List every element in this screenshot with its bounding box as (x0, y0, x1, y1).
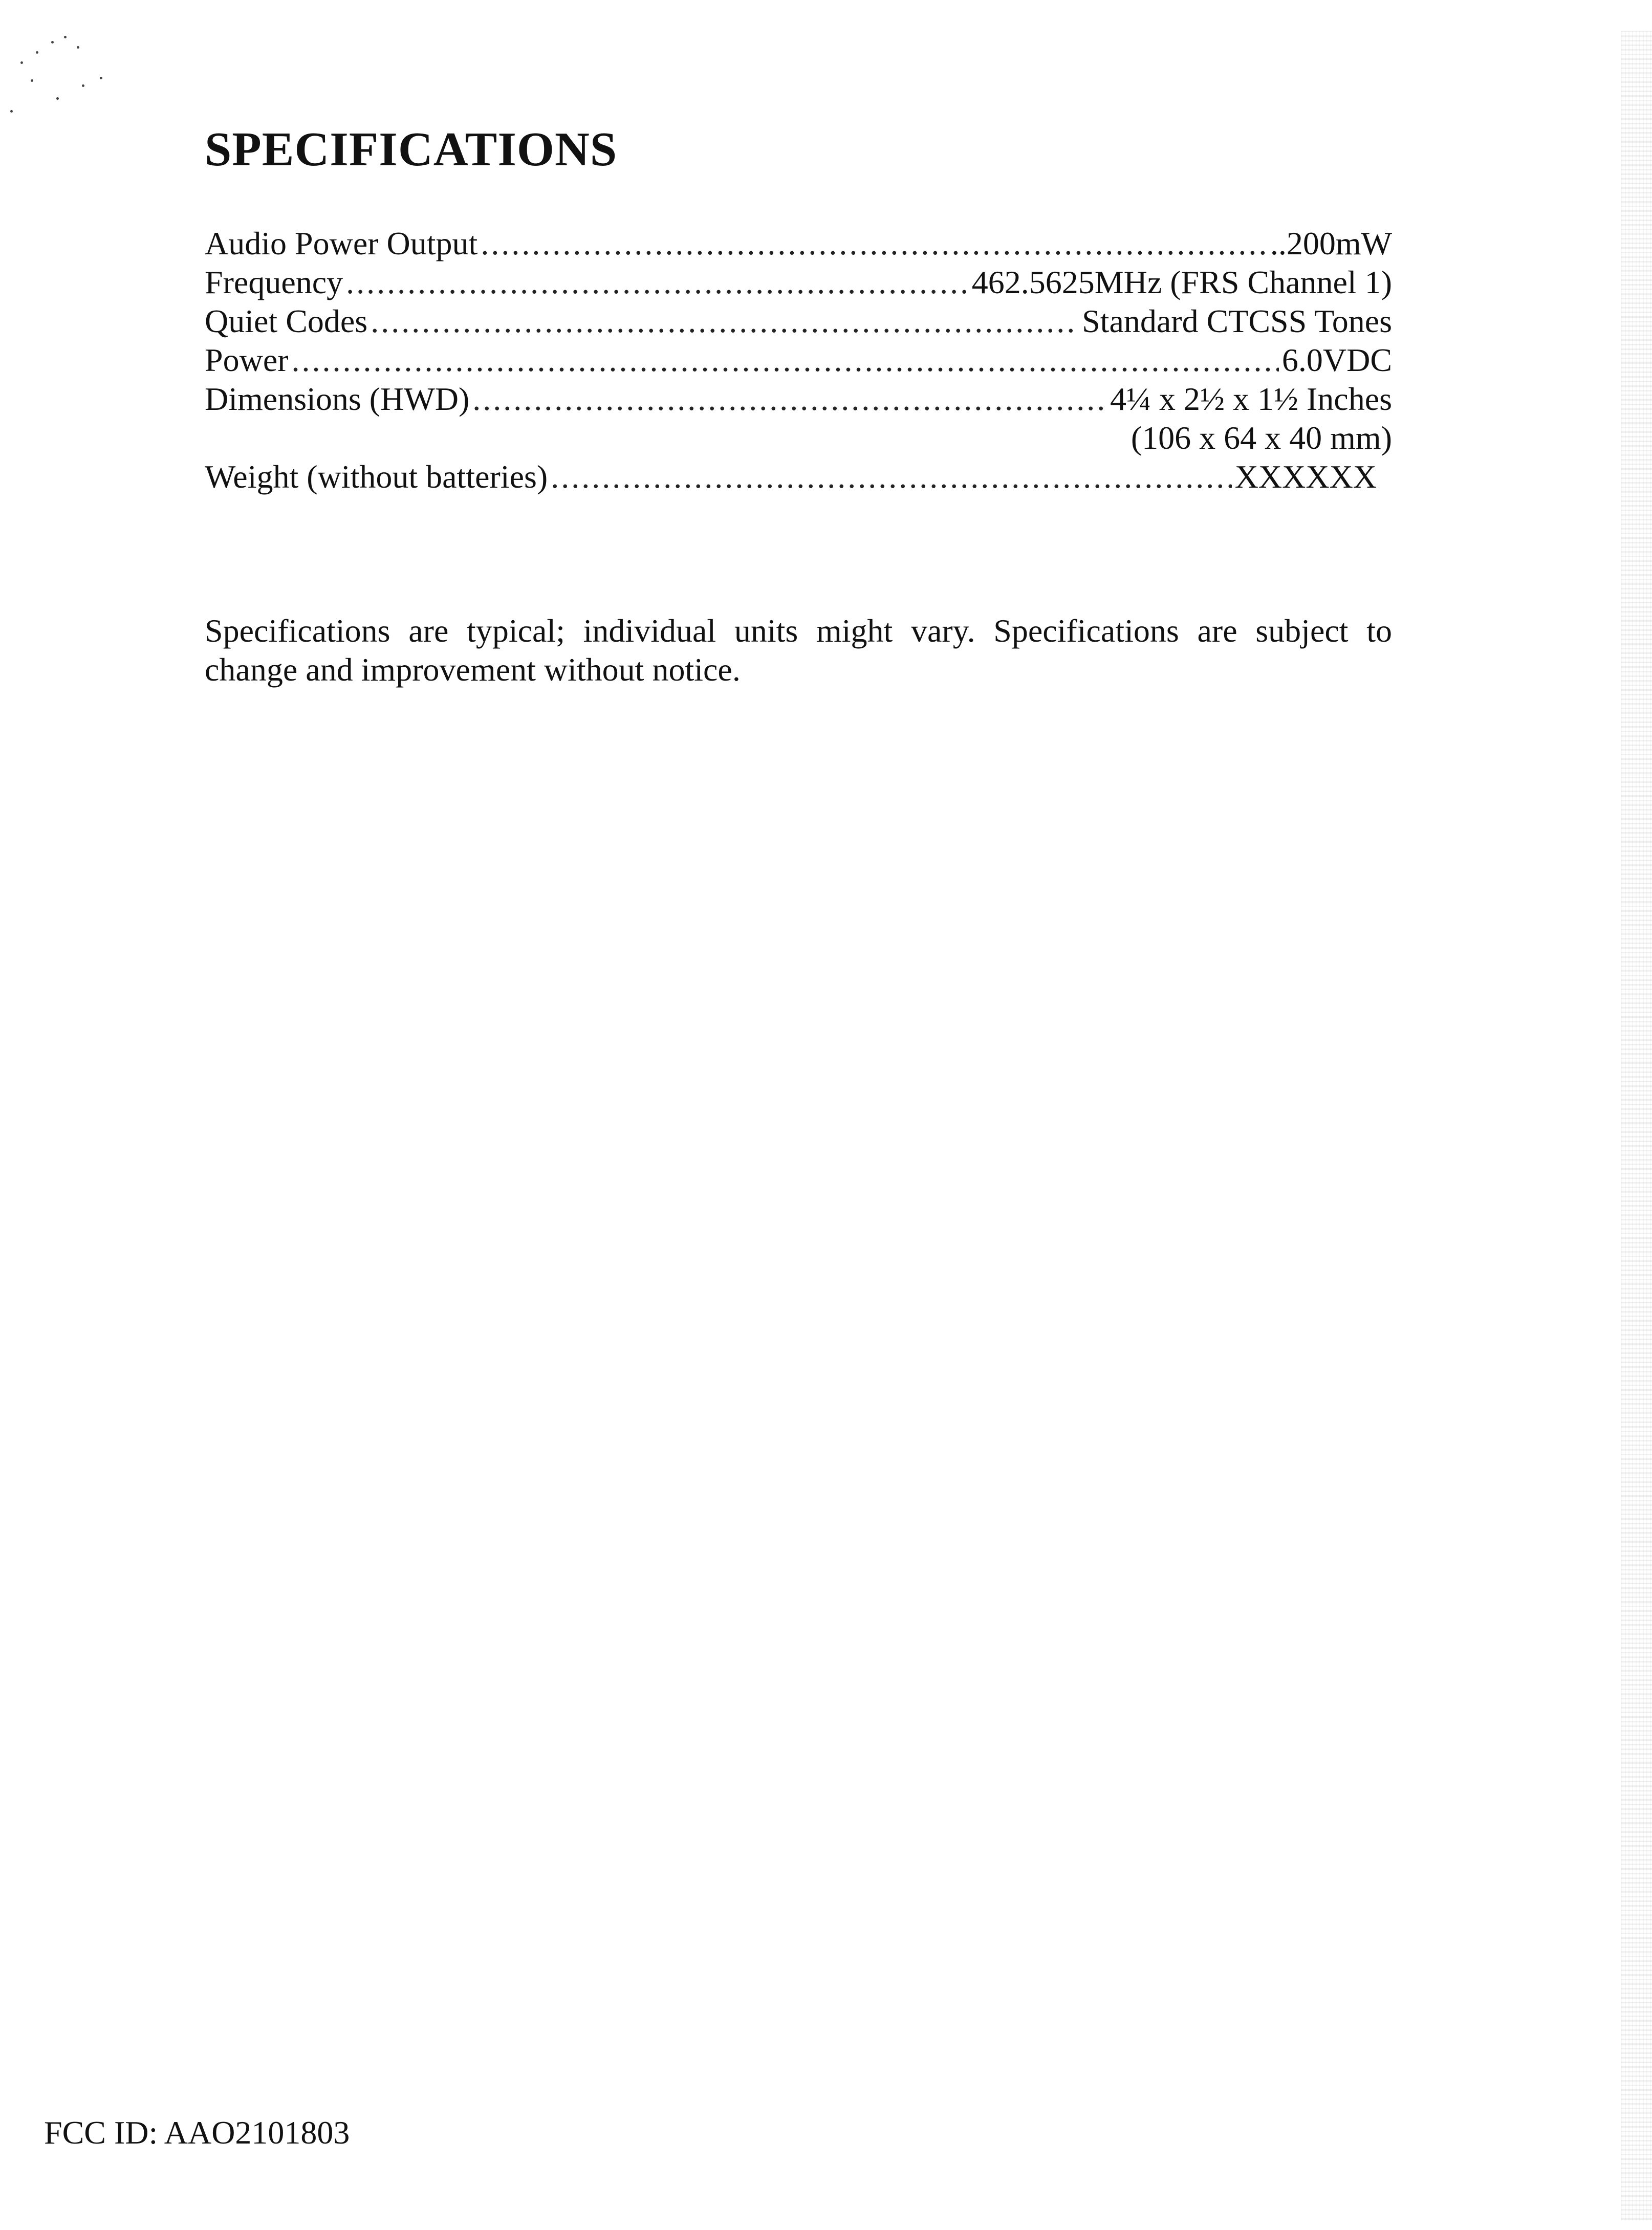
scan-speck (64, 36, 67, 38)
dot-leader (292, 341, 1279, 380)
spec-value: 4¼ x 2½ x 1½ Inches (1110, 381, 1392, 417)
scan-speck (77, 46, 79, 49)
spec-value: Standard CTCSS Tones (1082, 303, 1392, 339)
scan-edge-noise (1621, 31, 1652, 2221)
spec-row-frequency (205, 263, 1392, 302)
scan-speck (51, 41, 54, 43)
dot-leader (551, 457, 1231, 496)
scan-speck (10, 110, 13, 113)
spec-row-audio-power (205, 224, 1392, 263)
scan-speck (56, 97, 59, 100)
spec-value-metric: (106 x 64 x 40 mm) (1131, 420, 1392, 456)
dot-leader (481, 224, 1267, 263)
spec-label: Dimensions (HWD) (205, 381, 470, 417)
disclaimer-note: Specifications are typical; individual units might vary. Specifications are subject to change and improvement without notice. (205, 613, 1392, 688)
spec-list (205, 224, 1392, 496)
scan-speck (20, 61, 23, 64)
page-title: SPECIFICATIONS (205, 123, 618, 176)
spec-value: 462.5625MHz (FRS Channel 1) (971, 264, 1392, 300)
scan-speck (31, 79, 33, 82)
fcc-id: FCC ID: AAO2101803 (44, 2114, 350, 2151)
spec-row-power (205, 341, 1392, 380)
scan-speck (100, 77, 102, 79)
spec-label: Frequency (205, 264, 343, 300)
spec-row-quiet-codes (205, 302, 1392, 341)
scan-speck (82, 84, 84, 87)
dot-leader (371, 302, 1079, 341)
spec-label: Audio Power Output (205, 225, 478, 261)
spec-value: XXXXXX (1234, 458, 1377, 495)
spec-row-weight (205, 457, 1377, 496)
spec-label: Quiet Codes (205, 303, 368, 339)
spec-label: Power (205, 342, 289, 378)
scan-speck (36, 51, 38, 54)
spec-label: Weight (without batteries) (205, 458, 548, 495)
dot-leader (346, 263, 969, 302)
spec-value: ..200mW (1270, 225, 1392, 261)
dot-leader (472, 380, 1107, 419)
spec-value: 6.0VDC (1281, 342, 1392, 378)
spec-row-dimensions (205, 380, 1392, 419)
